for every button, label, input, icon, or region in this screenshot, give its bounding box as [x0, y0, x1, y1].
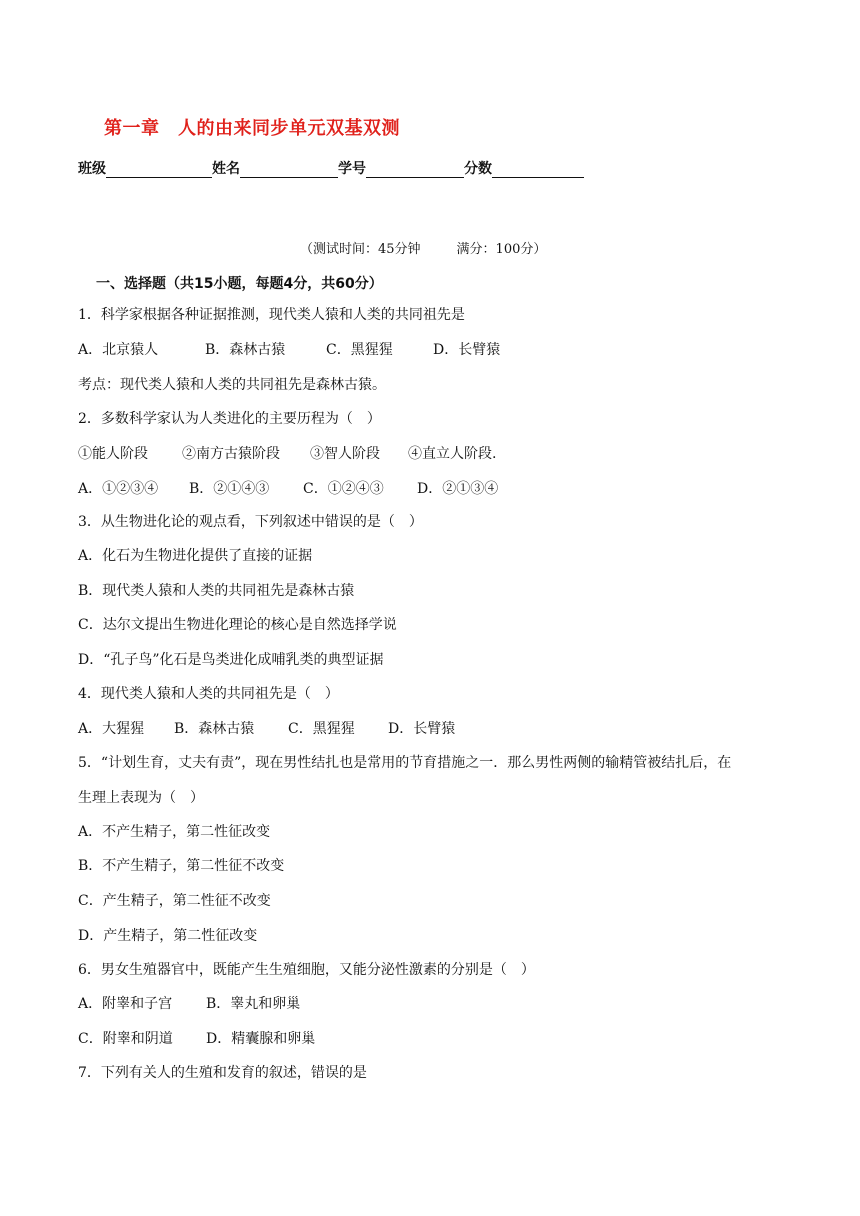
- option-d: D．长臂猿: [433, 342, 501, 358]
- option-a: A．大猩猩: [78, 721, 145, 737]
- question-stem: 4．现代类人猿和人类的共同祖先是（ ）: [78, 686, 339, 702]
- option-b: B．睾丸和卵巢: [206, 996, 301, 1012]
- stage-item: ④直立人阶段.: [408, 446, 497, 462]
- question-stages: [78, 445, 496, 463]
- question-options: [78, 1030, 315, 1048]
- option-d: D．②①③④: [417, 481, 499, 497]
- question-options: [78, 995, 300, 1013]
- question-stem: 7．下列有关人的生殖和发育的叙述，错误的是: [78, 1065, 367, 1081]
- class-blank: [106, 161, 212, 178]
- option-c: C．黑猩猩: [288, 721, 355, 737]
- stage-item: ②南方古猿阶段: [182, 446, 280, 462]
- option-a: A．北京猿人: [78, 342, 159, 358]
- option-b: B．森林古猿: [205, 342, 286, 358]
- question-stem-continued: 生理上表现为（ ）: [78, 790, 204, 806]
- question-options: [78, 480, 498, 498]
- stage-item: ①能人阶段: [78, 446, 148, 462]
- score-blank: [492, 161, 584, 178]
- name-blank: [240, 161, 338, 178]
- option-b: B．不产生精子，第二性征不改变: [78, 858, 285, 874]
- option-d: D．长臂猿: [388, 721, 456, 737]
- question-note: 考点：现代类人猿和人类的共同祖先是森林古猿。: [78, 377, 386, 393]
- option-c: C．黑猩猩: [326, 342, 393, 358]
- full-score: 满分：100分）: [456, 242, 547, 257]
- option-c: C．产生精子，第二性征不改变: [78, 893, 271, 909]
- option-b: B．②①④③: [189, 481, 270, 497]
- section-heading: 一、选择题（共15小题，每题4分，共60分）: [96, 276, 383, 292]
- option-c: C．附睾和阴道: [78, 1031, 173, 1047]
- option-d: D．精囊腺和卵巢: [206, 1031, 316, 1047]
- option-c: C．达尔文提出生物进化理论的核心是自然选择学说: [78, 617, 397, 633]
- student-id-label: 学号: [338, 161, 366, 177]
- name-label: 姓名: [212, 161, 240, 177]
- option-a: A．化石为生物进化提供了直接的证据: [78, 548, 313, 564]
- question-stem: 6．男女生殖器官中，既能产生生殖细胞，又能分泌性激素的分别是（ ）: [78, 962, 535, 978]
- option-d: D．“孔子鸟”化石是鸟类进化成哺乳类的典型证据: [78, 652, 384, 668]
- question-stem: 1．科学家根据各种证据推测，现代类人猿和人类的共同祖先是: [78, 307, 465, 323]
- page-title: 第一章 人的由来同步单元双基双测: [104, 118, 400, 139]
- option-c: C．①②④③: [303, 481, 384, 497]
- test-meta: [300, 238, 546, 257]
- student-id-blank: [366, 161, 464, 178]
- question-options: [78, 341, 500, 359]
- question-stem: 3．从生物进化论的观点看，下列叙述中错误的是（ ）: [78, 514, 423, 530]
- student-info-row: [78, 158, 584, 178]
- option-d: D．产生精子，第二性征改变: [78, 928, 258, 944]
- option-b: B．现代类人猿和人类的共同祖先是森林古猿: [78, 583, 355, 599]
- test-time: （测试时间：45分钟: [300, 242, 421, 257]
- stage-item: ③智人阶段: [310, 446, 380, 462]
- option-a: A．不产生精子，第二性征改变: [78, 824, 271, 840]
- question-stem: 2．多数科学家认为人类进化的主要历程为（ ）: [78, 411, 381, 427]
- question-stem: 5．“计划生育，丈夫有责”，现在男性结扎也是常用的节育措施之一．那么男性两侧的输精管被结扎后，在: [78, 755, 732, 771]
- question-options: [78, 720, 455, 738]
- score-label: 分数: [464, 161, 492, 177]
- option-a: A．①②③④: [78, 481, 159, 497]
- class-label: 班级: [78, 161, 106, 177]
- option-b: B．森林古猿: [174, 721, 255, 737]
- option-a: A．附睾和子宫: [78, 996, 173, 1012]
